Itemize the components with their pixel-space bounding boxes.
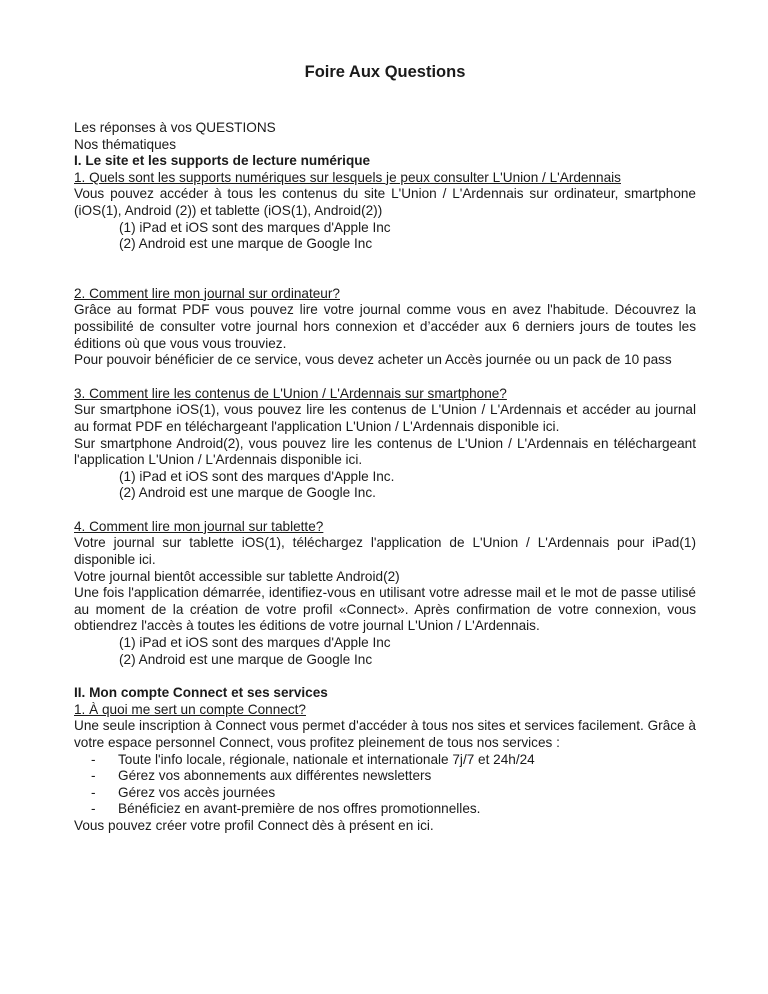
faq-answer: Grâce au format PDF vous pouvez lire votre journal comme vous en avez l'habitude. Découvrez la possibilité de consulter votre journal hors connexion et d’accéder aux 6 derniers jours de toutes les éditions où que vous vous trouviez.: [74, 302, 696, 351]
dash-bullet: -: [91, 784, 96, 800]
faq-answer: Vous pouvez accéder à tous les contenus du site L'Union / L'Ardennais sur ordinateur, smartphone (iOS(1), Android (2)) et tablette (iOS(1), Android(2)): [74, 186, 696, 218]
list-item-text: Gérez vos abonnements aux différentes newsletters: [118, 768, 432, 784]
list-item: [74, 752, 696, 769]
faq-answer: Vous pouvez créer votre profil Connect dès à présent en ici.: [74, 817, 434, 833]
footnote: (1) iPad et iOS sont des marques d'Apple Inc: [119, 219, 391, 235]
list-item-text: Gérez vos accès journées: [118, 784, 276, 800]
faq-answer: Votre journal sur tablette iOS(1), téléchargez l'application de L'Union / L'Ardennais pour iPad(1) disponible ici.: [74, 535, 696, 568]
intro-line: Les réponses à vos QUESTIONS: [74, 120, 276, 135]
spacer: [74, 502, 696, 519]
faq-question: 3. Comment lire les contenus de L'Union / L'Ardennais sur smartphone?: [74, 385, 507, 401]
faq-question: 1. À quoi me sert un compte Connect?: [74, 701, 306, 717]
faq-answer: Sur smartphone Android(2), vous pouvez lire les contenus de L'Union / L'Ardennais en téléchargeant l'application L'Union / L'Ardennais disponible ici.: [74, 435, 696, 468]
spacer: [74, 369, 696, 386]
faq-answer: Pour pouvoir bénéficier de ce service, vous devez acheter un Accès journée ou un pack de 10 pass: [74, 352, 672, 368]
spacer: [74, 668, 696, 685]
dash-bullet: -: [91, 801, 96, 817]
dash-bullet: -: [91, 768, 96, 784]
services-list: [74, 752, 696, 818]
footnote: (1) iPad et iOS sont des marques d'Apple Inc: [119, 635, 391, 651]
footnote: (2) Android est une marque de Google Inc: [119, 651, 373, 667]
faq-answer: Une fois l'application démarrée, identifiez-vous en utilisant votre adresse mail et le mot de passe utilisé au moment de la création de votre profil «Connect». Après confirmation de votre connexion, vous obtiendrez l'accès à toutes les éditions de votre journal L'Union / L'Ardennais.: [74, 585, 696, 634]
section-heading: I. Le site et les supports de lecture numérique: [74, 153, 371, 169]
list-item: [74, 785, 696, 802]
faq-question: 2. Comment lire mon journal sur ordinateur?: [74, 285, 340, 301]
list-item: [74, 801, 696, 818]
list-item-text: Toute l'info locale, régionale, nationale et internationale 7j/7 et 24h/24: [118, 751, 535, 767]
intro-line: Nos thématiques: [74, 136, 177, 152]
section-heading: II. Mon compte Connect et ses services: [74, 685, 328, 701]
footnote: (2) Android est une marque de Google Inc: [119, 236, 373, 252]
faq-question: 1. Quels sont les supports numériques sur lesquels je peux consulter L'Union / L'Ardennais: [74, 169, 621, 185]
footnote: (2) Android est une marque de Google Inc.: [119, 485, 376, 501]
document-page: [74, 62, 696, 835]
footnote: (1) iPad et iOS sont des marques d'Apple Inc.: [119, 468, 395, 484]
faq-answer: Sur smartphone iOS(1), vous pouvez lire les contenus de L'Union / L'Ardennais et accéder au journal au format PDF en téléchargeant l'application L'Union / L'Ardennais disponible ici.: [74, 402, 696, 434]
list-item-text: Bénéficiez en avant-première de nos offres promotionnelles.: [118, 801, 481, 817]
faq-answer: Votre journal bientôt accessible sur tablette Android(2): [74, 568, 400, 584]
spacer: [74, 253, 696, 286]
faq-answer: Une seule inscription à Connect vous permet d'accéder à tous nos sites et services facilement. Grâce à votre espace personnel Connect, vous profitez pleinement de tous nos services :: [74, 718, 696, 750]
dash-bullet: -: [91, 751, 96, 767]
list-item: [74, 768, 696, 785]
faq-question: 4. Comment lire mon journal sur tablette?: [74, 518, 324, 534]
page-title: Foire Aux Questions: [304, 63, 466, 81]
